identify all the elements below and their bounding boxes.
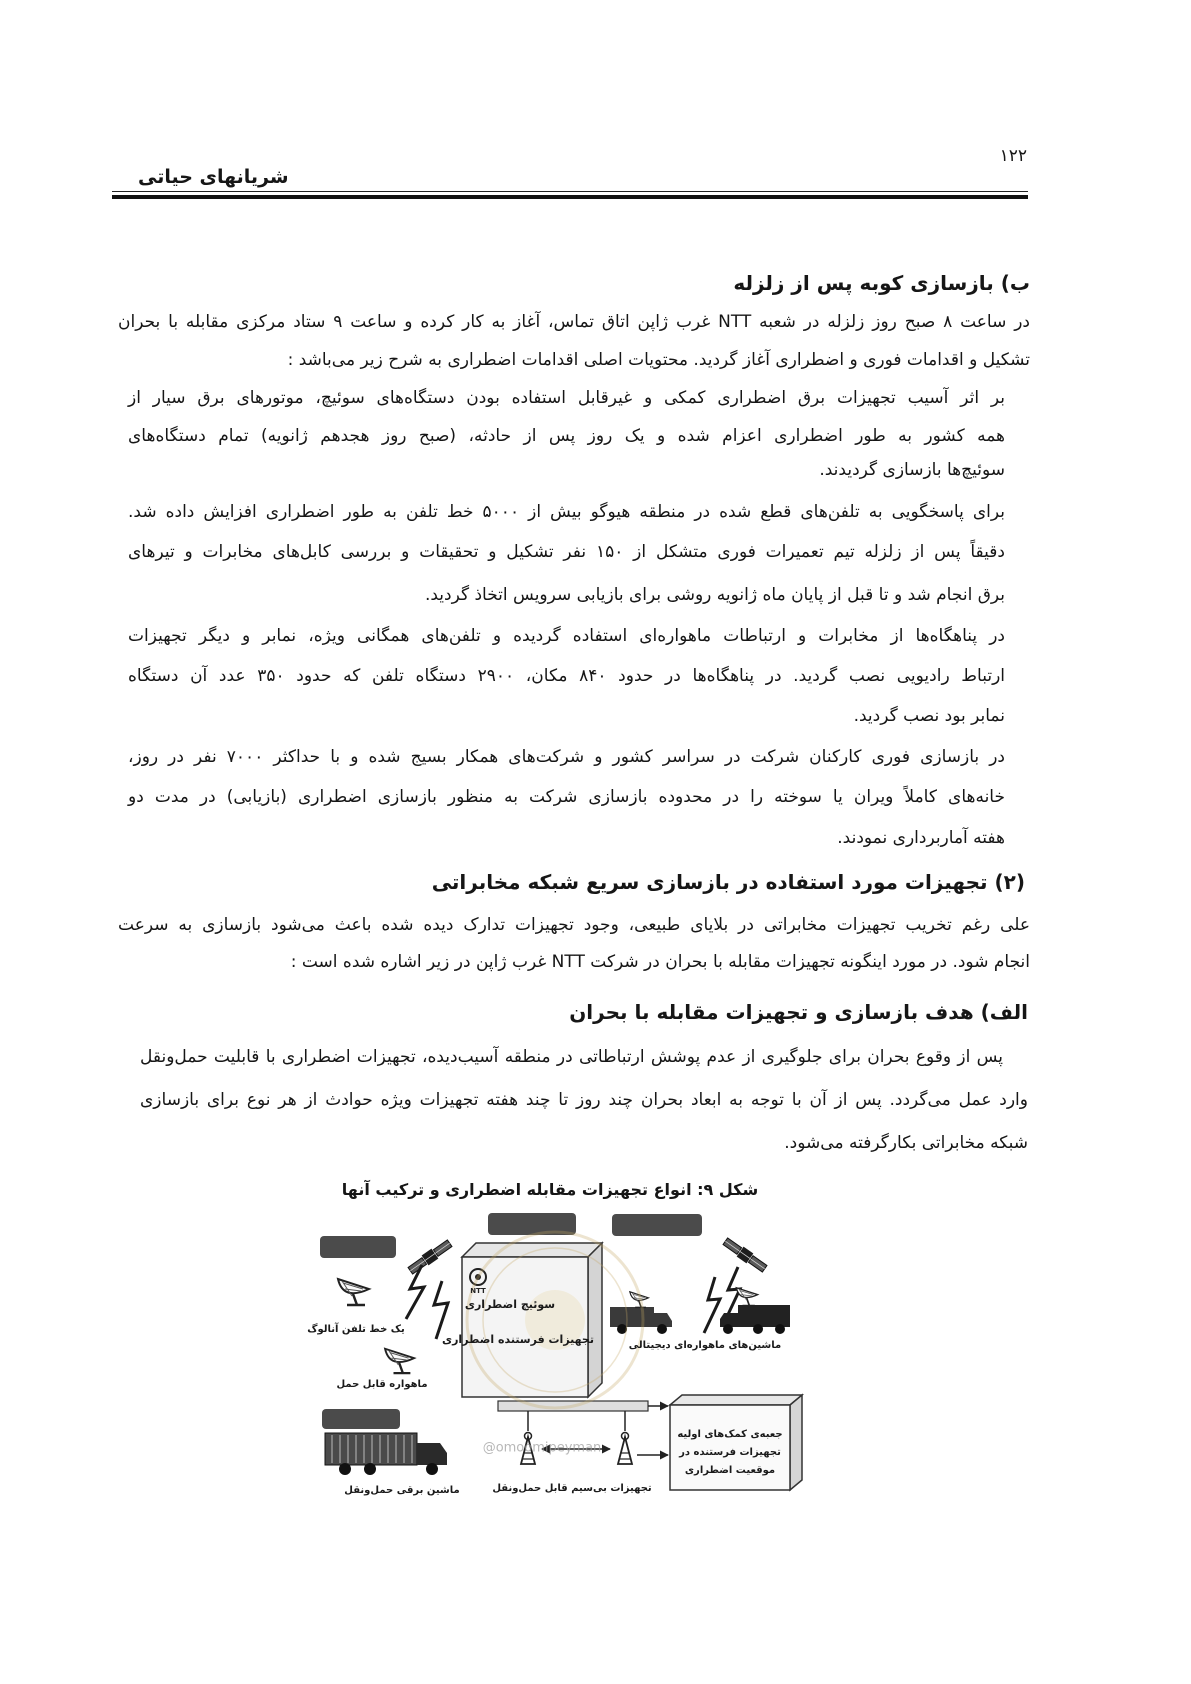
- watermark-text: @omoomipeyman: [482, 1440, 602, 1456]
- section-heading: الف) هدف بازسازی و تجهیزات مقابله با بحران: [569, 1000, 1028, 1024]
- paragraph-line: انجام شود. در مورد اینگونه تجهیزات مقابله با بحران در شرکت NTT غرب ژاپن در زیر اشاره شده است :: [290, 952, 1030, 972]
- list-item-line: ارتباط رادیویی نصب گردید. در پناهگاه‌ها در حدود ۸۴۰ مکان، ۲۹۰۰ دستگاه تلفن که حدود ۳۵۰ عدد آن دستگاه: [128, 666, 1005, 686]
- running-title: شریانهای حیاتی: [138, 166, 289, 188]
- list-item-line: بر اثر آسیب تجهیزات برق اضطراری کمکی و غیرقابل استفاده بودن دستگاه‌های سوئیچ، موتورهای برق سیار از: [128, 388, 1005, 408]
- wireless-antenna-icon: [618, 1433, 632, 1465]
- list-item-line: هفته آماربرداری نمودند.: [837, 828, 1005, 848]
- list-item-line: برای پاسخگویی به تلفن‌های قطع شده در منطقه هیوگو بیش از ۵۰۰۰ خط تلفن به طور اضطراری افزایش داده شد.: [128, 502, 1005, 522]
- ntt-logo-text: NTT: [470, 1287, 486, 1295]
- list-item-line: در بازسازی فوری کارکنان شرکت در سراسر کشور و شرکت‌های همکار بسیج شده و با حداکثر ۷۰۰۰ نفر در روز،: [128, 747, 1005, 767]
- paragraph-line: در ساعت ۸ صبح روز زلزله در شعبه NTT غرب ژاپن اتاق تماس، آغاز به کار کرده و ساعت ۹ ستاد مرکزی مقابله با بحران: [118, 312, 1030, 332]
- label-first-aid-box: موقعیت اضطراری: [684, 1465, 776, 1476]
- signal-bolt-icon: [704, 1277, 720, 1333]
- paragraph-line: وارد عمل می‌گردد. پس از آن با توجه به ابعاد بحران چند روز تا چند هفته تجهیزات ویژه حوادث از هر نوع برای بازسازی: [140, 1090, 1028, 1110]
- list-item-line: برق انجام شد و تا قبل از پایان ماه ژانویه روشی برای بازیابی سرویس اتخاذ گردید.: [424, 585, 1005, 605]
- label-emergency-transmitter: تجهیزات فرستنده اضطراری: [442, 1333, 594, 1346]
- label-analog-line: یک خط تلفن آنالوگ: [307, 1324, 405, 1335]
- list-item-line: نمابر بود نصب گردید.: [853, 706, 1005, 726]
- list-item-line: دقیقاً پس از زلزله تیم تعمیرات فوری متشکل از ۱۵۰ نفر تشکیل و تحقیقات و بررسی کابل‌های مخابرات و تیرهای: [128, 542, 1005, 562]
- page-number: ۱۲۲: [999, 146, 1027, 166]
- list-item-line: در پناهگاه‌ها از مخابرات و ارتباطات ماهواره‌ای استفاده گردیده و تلفن‌های همگانی ویژه، نمابر و دیگر تجهیزات: [128, 626, 1005, 646]
- list-item-line: خانه‌های کاملاً ویران یا سوخته را در محدوده بازسازی شرکت به منظور بازسازی اضطراری (بازیابی) در مدت دو: [128, 787, 1005, 807]
- header-rule-thin: [112, 191, 1028, 192]
- section-heading: (۲) تجهیزات مورد استفاده در بازسازی سریع شبکه مخابراتی: [431, 870, 1025, 894]
- satellite-dish-icon: [338, 1279, 369, 1305]
- label-digital-satellite-vehicles: ماشین‌های ماهواره‌ای دیجیتالی: [628, 1340, 782, 1351]
- label-emergency-switch: سوئیچ اضطراری: [464, 1298, 556, 1311]
- list-item-line: همه کشور به طور اضطراری اعزام شده و یک روز پس از حادثه، (صبح روز هجدهم ژانویه) تمام دستگاه‌های: [128, 426, 1005, 446]
- satellite-icon: [407, 1238, 453, 1275]
- label-bar: [320, 1236, 396, 1258]
- satellite-icon: [722, 1236, 768, 1273]
- signal-bolt-icon: [406, 1265, 424, 1319]
- paragraph-line: شبکه مخابراتی بکارگرفته می‌شود.: [784, 1133, 1028, 1153]
- label-portable-satellite: ماهواره قابل حمل: [336, 1379, 428, 1390]
- figure-caption: شکل ۹: انواع تجهیزات مقابله اضطراری و ترکیب آنها: [341, 1180, 759, 1199]
- label-bar: [322, 1409, 400, 1429]
- portable-satellite-dish-icon: [385, 1349, 414, 1373]
- section-heading: ب) بازسازی کوبه پس از زلزله: [733, 271, 1030, 295]
- power-truck-icon: [325, 1433, 447, 1475]
- label-first-aid-box: جعبه‌ی کمک‌های اولیه: [677, 1429, 783, 1440]
- label-portable-wireless: تجهیزات بی‌سیم قابل حمل‌ونقل: [492, 1483, 652, 1494]
- label-bar: [612, 1214, 702, 1236]
- list-item-line: سوئیچ‌ها بازسازی گردیدند.: [819, 460, 1005, 480]
- label-power-vehicle: ماشین برقی حمل‌ونقل: [344, 1485, 460, 1496]
- paragraph-line: تشکیل و اقدامات فوری و اضطراری آغاز گردید. محتویات اصلی اقدامات اضطراری به شرح زیر می‌باشد :: [287, 350, 1030, 370]
- header-rule-thick: [112, 195, 1028, 199]
- paragraph-line: علی رغم تخریب تجهیزات مخابراتی در بلایای طبیعی، وجود تجهیزات تدارک دیده شده باعث می‌شود بازسازی به سرعت: [118, 915, 1030, 935]
- figure-emergency-equipment: [307, 1205, 810, 1505]
- figure-diagram: [310, 1205, 810, 1505]
- paragraph-line: پس از وقوع بحران برای جلوگیری از عدم پوشش ارتباطاتی در منطقه آسیب‌دیده، تجهیزات اضطراری با قابلیت حمل‌ونقل: [140, 1047, 1003, 1067]
- label-first-aid-box: تجهیزات فرستنده در: [679, 1447, 781, 1458]
- signal-bolt-icon: [434, 1281, 448, 1339]
